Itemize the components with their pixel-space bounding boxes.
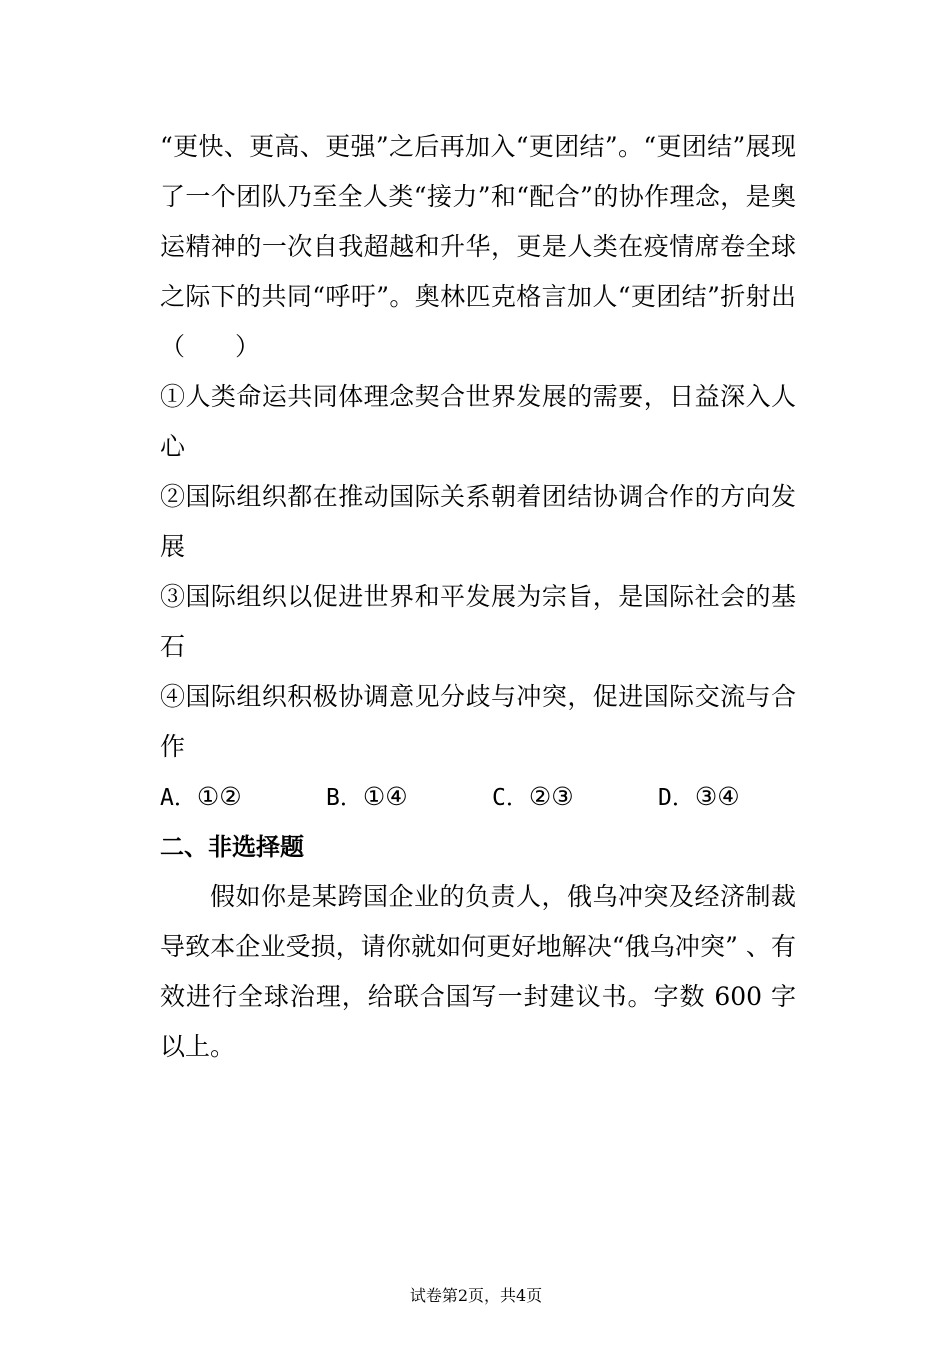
option-c-value: ②③ [528,782,574,811]
statement-4: ④国际组织积极协调意见分歧与冲突，促进国际交流与合作 [160,682,796,761]
option-c-letter: C． [492,785,529,811]
option-a [160,772,326,822]
option-d-value: ③④ [694,782,740,811]
statement-2: ②国际组织都在推动国际关系朝着团结协调合作的方向发展 [160,482,796,561]
question-stem: “更快、更高、更强”之后再加入“更团结”。“更团结”展现了一个团队乃至全人类“接力”和“配合”的协作理念，是奥运精神的一次自我超越和升华，更是人类在疫情席卷全球之际下的共同“呼吁”。奥林匹克格言加人“更团结”折射出（ ） [160,132,796,361]
option-d [658,772,740,822]
option-a-letter: A． [160,785,197,811]
option-b-value: ①④ [362,782,408,811]
option-a-value: ①② [196,782,242,811]
option-b-letter: B． [326,785,363,811]
statement-1: ①人类命运共同体理念契合世界发展的需要，日益深入人心 [160,382,796,461]
essay-prompt: 假如你是某跨国企业的负责人，俄乌冲突及经济制裁导致本企业受损，请你就如何更好地解决“俄乌冲突” 、有效进行全球治理，给联合国写一封建议书。字数 600 字以上。 [160,882,796,1061]
section-title: 二、非选择题 [160,833,304,861]
statement-3: ③国际组织以促进世界和平发展为宗旨，是国际社会的基石 [160,582,796,661]
option-b [326,772,492,822]
answer-options [160,772,796,822]
page-footer: 试卷第2页，共4页 [409,1286,543,1305]
option-c [492,772,658,822]
option-d-letter: D． [658,785,695,811]
page-content [160,122,796,1072]
